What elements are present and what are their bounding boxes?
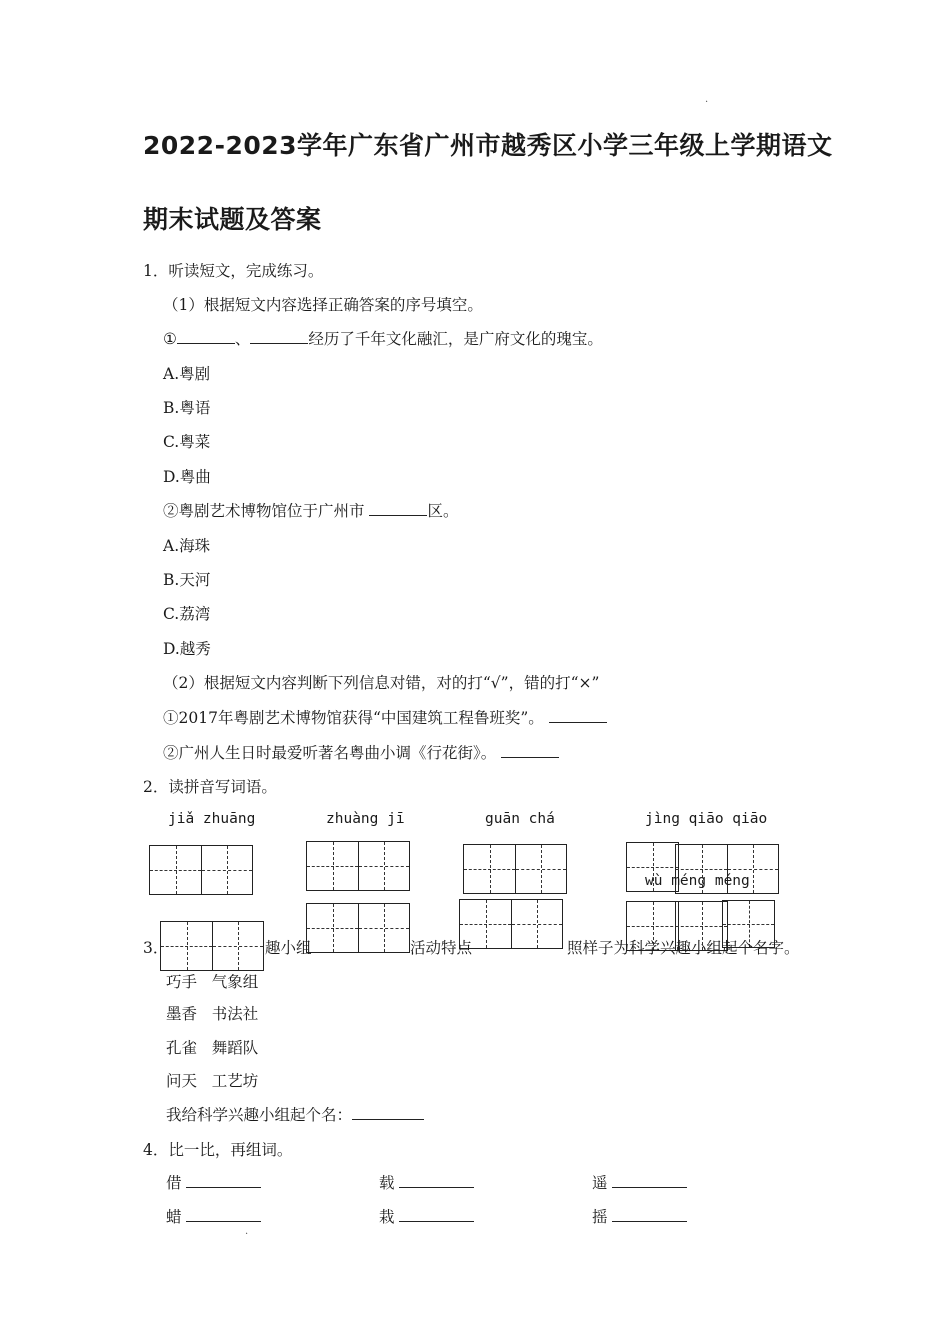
writing-grid[interactable] xyxy=(459,899,563,949)
q1-judge1 xyxy=(163,706,607,728)
q3-example-b: 书法社 xyxy=(211,1005,259,1023)
q1-part2: （2）根据短文内容判断下列信息对错，对的打“√”，错的打“×” xyxy=(163,674,600,692)
answer-blank[interactable] xyxy=(177,329,235,344)
q1-item1-pre: ① xyxy=(163,330,177,348)
q3-stem-mid1: 趣小组 xyxy=(265,939,312,957)
q3-example-a: 孔雀 xyxy=(166,1039,198,1057)
q3-example-b: 气象组 xyxy=(211,973,259,991)
q3-prompt xyxy=(166,1103,424,1125)
q1-item2-option: A.海珠 xyxy=(163,537,211,555)
answer-blank[interactable] xyxy=(549,708,607,723)
q4-item xyxy=(166,1205,261,1227)
q3-prompt-text: 我给科学兴趣小组起个名： xyxy=(166,1106,353,1124)
writing-grid[interactable] xyxy=(160,921,264,971)
q3-example xyxy=(166,1069,258,1091)
answer-blank[interactable] xyxy=(369,501,427,516)
q4-char: 蜡 xyxy=(166,1208,182,1226)
answer-blank[interactable] xyxy=(186,1173,261,1188)
pinyin-label: jiǎ zhuāng xyxy=(168,811,256,827)
q1-item2-post: 区。 xyxy=(427,502,459,520)
writing-grid[interactable] xyxy=(149,845,253,895)
q4-stem: 4．比一比，再组词。 xyxy=(143,1141,293,1159)
q1-item2-pre: ②粤剧艺术博物馆位于广州市 xyxy=(163,502,370,520)
pinyin-label: wù méng méng xyxy=(645,873,750,889)
writing-grid[interactable] xyxy=(463,844,567,894)
q1-item1-option: A.粤剧 xyxy=(163,365,211,383)
q1-item2-option: B.天河 xyxy=(163,571,211,589)
scan-dot-bottom: . xyxy=(245,1226,249,1237)
q1-item2-option: D.越秀 xyxy=(163,640,211,658)
q3-example xyxy=(166,970,258,992)
q3-example-a: 墨香 xyxy=(166,1005,198,1023)
q1-item2 xyxy=(163,499,458,521)
answer-blank[interactable] xyxy=(612,1173,687,1188)
answer-blank[interactable] xyxy=(250,329,308,344)
q3-stem-left: 3． xyxy=(143,939,169,957)
answer-blank[interactable] xyxy=(612,1207,687,1222)
q1-item1-option: C.粤菜 xyxy=(163,433,211,451)
writing-grid[interactable] xyxy=(306,841,410,891)
q3-example xyxy=(166,1036,258,1058)
q4-item xyxy=(592,1205,687,1227)
q3-example-a: 问天 xyxy=(166,1072,198,1090)
q4-item xyxy=(379,1171,474,1193)
q3-example-b: 舞蹈队 xyxy=(211,1039,259,1057)
q1-item1-post: 经历了千年文化融汇，是广府文化的瑰宝。 xyxy=(308,330,603,348)
q1-item1-option: D.粤曲 xyxy=(163,468,211,486)
q1-stem: 1．听读短文，完成练习。 xyxy=(143,262,324,280)
q1-item2-option: C.荔湾 xyxy=(163,605,211,623)
q2-stem: 2．读拼音写词语。 xyxy=(143,778,277,796)
answer-blank[interactable] xyxy=(352,1105,424,1120)
q4-char: 摇 xyxy=(592,1208,608,1226)
doc-title-line1: 2022-2023学年广东省广州市越秀区小学三年级上学期语文 xyxy=(143,131,833,160)
q3-stem-mid2: 活动特点 xyxy=(410,939,473,957)
q1-judge2 xyxy=(163,741,559,763)
q3-example xyxy=(166,1002,258,1024)
answer-blank[interactable] xyxy=(186,1207,261,1222)
q1-part1: （1）根据短文内容选择正确答案的序号填空。 xyxy=(163,296,483,314)
q4-char: 借 xyxy=(166,1174,182,1192)
pinyin-label: jìng qiāo qiāo xyxy=(645,811,768,827)
q3-stem-right: 照样子为科学兴趣小组起个名字。 xyxy=(567,939,800,957)
q1-item1 xyxy=(163,327,603,349)
answer-blank[interactable] xyxy=(399,1173,474,1188)
q4-char: 栽 xyxy=(379,1208,395,1226)
writing-grid[interactable] xyxy=(306,903,410,953)
q3-example-b: 工艺坊 xyxy=(211,1072,259,1090)
q1-item1-sep: 、 xyxy=(234,330,251,348)
q4-char: 遥 xyxy=(592,1174,608,1192)
q1-item1-option: B.粤语 xyxy=(163,399,211,417)
pinyin-label: zhuàng jī xyxy=(326,811,405,827)
pinyin-label: guān chá xyxy=(485,811,555,827)
doc-title-line2: 期末试题及答案 xyxy=(143,205,322,234)
answer-blank[interactable] xyxy=(501,743,559,758)
scan-dot-top: . xyxy=(705,94,709,105)
q4-item xyxy=(379,1205,474,1227)
answer-blank[interactable] xyxy=(399,1207,474,1222)
q1-judge2-text: ②广州人生日时最爱听著名粤曲小调《行花街》。 xyxy=(163,744,502,762)
q4-item xyxy=(592,1171,687,1193)
q3-example-a: 巧手 xyxy=(166,973,198,991)
q1-judge1-text: ①2017年粤剧艺术博物馆获得“中国建筑工程鲁班奖”。 xyxy=(163,709,549,727)
q4-char: 载 xyxy=(379,1174,395,1192)
q4-item xyxy=(166,1171,261,1193)
